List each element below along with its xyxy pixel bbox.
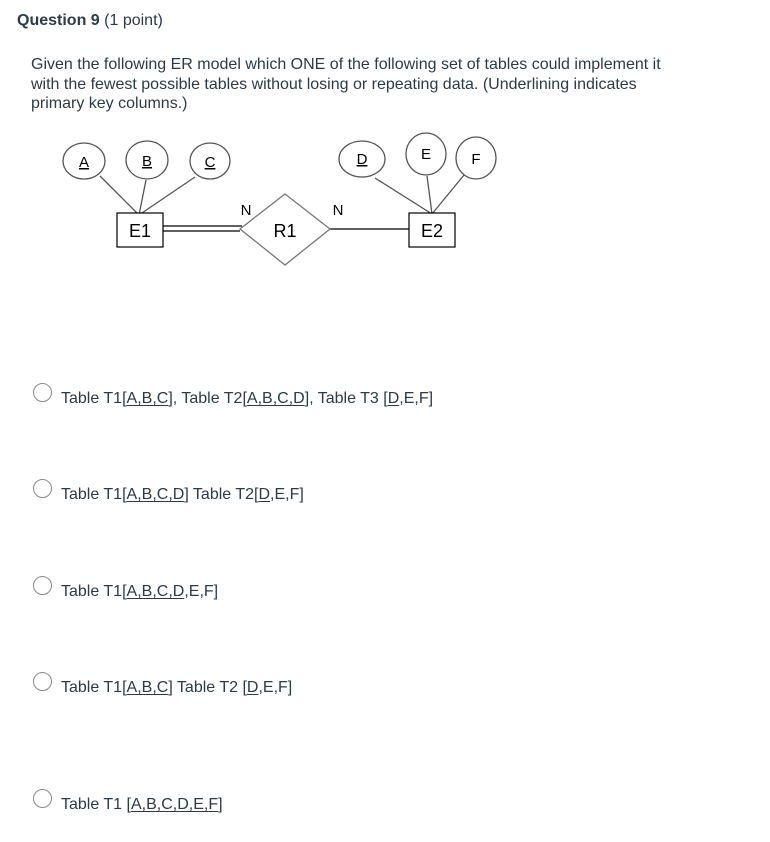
answer-text-segment: ] <box>218 796 223 813</box>
answer-option-5[interactable] <box>33 788 223 814</box>
primary-key-segment: A,B,C,D <box>246 390 305 407</box>
question-points: (1 point) <box>104 12 163 29</box>
primary-key-segment: D <box>258 486 271 503</box>
line-a-e1 <box>100 176 139 215</box>
line-c-e1 <box>139 177 195 215</box>
attribute-e-label: E <box>420 146 432 163</box>
answer-option-2[interactable] <box>33 478 304 504</box>
answer-text <box>61 795 223 814</box>
answer-text <box>61 389 433 408</box>
cardinality-left: N <box>240 202 252 219</box>
entity-e1-label: E1 <box>128 221 152 241</box>
answer-text-segment: ,E,F] <box>270 486 304 503</box>
answer-text-segment: Table T1[ <box>61 583 127 600</box>
answer-text-segment: Table T1 [ <box>61 796 131 813</box>
radio-button[interactable] <box>33 789 52 808</box>
answer-text-segment: Table T1[ <box>61 679 127 696</box>
primary-key-segment: A,B,C,D <box>126 583 185 600</box>
radio-button[interactable] <box>33 383 52 402</box>
attribute-b-label: B <box>141 153 153 170</box>
relationship-r1-label: R1 <box>273 221 297 241</box>
answer-text <box>61 678 292 697</box>
radio-button[interactable] <box>33 576 52 595</box>
answer-text-segment: ,E,F] <box>399 390 434 407</box>
primary-key-segment: D <box>246 679 259 696</box>
line-e-e2 <box>427 176 432 214</box>
answer-option-1[interactable] <box>33 382 433 408</box>
radio-button[interactable] <box>33 672 52 691</box>
answer-option-3[interactable] <box>33 575 218 601</box>
question-text: Given the following ER model which ONE of the following set of tables could implement it with the fewest possible tables without losing or repeating data. (Underlining indicates primary key columns.) <box>31 56 661 112</box>
line-b-e1 <box>139 180 146 215</box>
cardinality-right: N <box>332 202 344 219</box>
answer-option-4[interactable] <box>33 671 292 697</box>
entity-e2-label: E2 <box>420 221 444 241</box>
answer-text-segment: ], Table T2[ <box>168 390 247 407</box>
answer-text-segment: Table T1[ <box>61 486 127 503</box>
primary-key-segment: A,B,C <box>126 679 169 696</box>
attribute-d-label: D <box>356 151 368 168</box>
answer-text <box>61 582 218 601</box>
answer-text-segment: Table T1[ <box>61 390 127 407</box>
attribute-c-label: C <box>204 154 216 171</box>
radio-button[interactable] <box>33 479 52 498</box>
primary-key-segment: A,B,C <box>126 390 169 407</box>
answer-text <box>61 485 304 504</box>
line-d-e2 <box>375 178 432 214</box>
attribute-f-label: F <box>471 151 481 168</box>
answer-text-segment: ] Table T2[ <box>184 486 259 503</box>
attribute-a-label: A <box>78 154 90 171</box>
answer-text-segment: ,E,F] <box>184 583 219 600</box>
er-diagram <box>0 0 770 300</box>
answer-text-segment: ,E,F] <box>258 679 293 696</box>
answer-text-segment: ], Table T3 [ <box>304 390 388 407</box>
question-title: Question 9 <box>17 12 100 29</box>
line-f-e2 <box>432 175 464 214</box>
primary-key-segment: A,B,C,D <box>126 486 185 503</box>
answer-text-segment: ] Table T2 [ <box>168 679 247 696</box>
primary-key-segment: A,B,C,D,E,F <box>130 796 219 813</box>
primary-key-segment: D <box>387 390 400 407</box>
